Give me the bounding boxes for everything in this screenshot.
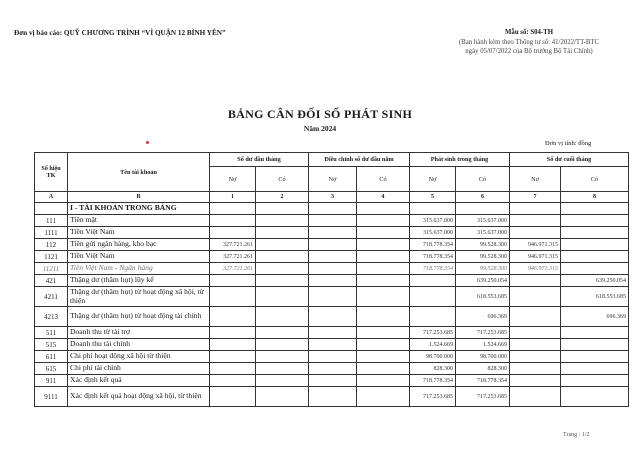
- header-account-name: Tên tài khoản: [68, 153, 210, 192]
- account-name: Chi phí hoạt động xã hội từ thiện: [68, 351, 210, 363]
- amount-cell: [510, 363, 561, 375]
- amount-cell: [210, 327, 256, 339]
- amount-cell: 718.778.354: [410, 239, 456, 251]
- trial-balance-table: [34, 152, 629, 407]
- header-period-movement: Phát sinh trong tháng: [410, 153, 510, 167]
- account-number: 615: [35, 363, 68, 375]
- amount-cell: [510, 327, 561, 339]
- amount-cell: 99.528.300: [456, 239, 510, 251]
- amount-cell: [510, 387, 561, 407]
- amount-cell: [561, 327, 629, 339]
- amount-cell: [357, 363, 410, 375]
- amount-cell: [357, 375, 410, 387]
- amount-cell: [256, 375, 309, 387]
- page-number: Trang : 1/2: [563, 432, 590, 438]
- amount-cell: 718.778.354: [410, 375, 456, 387]
- header-credit: Có: [561, 167, 629, 192]
- account-number: 112: [35, 239, 68, 251]
- section-title: I - TÀI KHOẢN TRONG BẢNG: [68, 203, 210, 215]
- amount-cell: [357, 327, 410, 339]
- amount-cell: [357, 227, 410, 239]
- header-debit: Nợ: [210, 167, 256, 192]
- amount-cell: [357, 287, 410, 307]
- amount-cell: [210, 339, 256, 351]
- amount-cell: [210, 387, 256, 407]
- account-row: [35, 387, 629, 407]
- account-name: Doanh thu từ tài trợ: [68, 327, 210, 339]
- amount-cell: [256, 227, 309, 239]
- amount-cell: [210, 363, 256, 375]
- account-number: 515: [35, 339, 68, 351]
- amount-cell: [210, 375, 256, 387]
- amount-cell: [256, 275, 309, 287]
- amount-cell: [357, 339, 410, 351]
- account-number: 4211: [35, 287, 68, 307]
- amount-cell: [309, 227, 357, 239]
- amount-cell: [309, 375, 357, 387]
- account-number: 4213: [35, 307, 68, 327]
- amount-cell: [256, 387, 309, 407]
- amount-cell: [510, 227, 561, 239]
- column-letter: 7: [510, 192, 561, 203]
- amount-cell: [309, 363, 357, 375]
- amount-cell: [561, 339, 629, 351]
- reporting-unit: Đơn vị báo cáo: QUỸ CHƯƠNG TRÌNH “VÌ QUẬN 12 BÌNH YÊN”: [14, 29, 226, 37]
- amount-cell: [309, 239, 357, 251]
- account-name: Thặng dư (thâm hụt) từ hoạt động xã hội, từ thiện: [68, 287, 210, 307]
- account-name: Tiền mặt: [68, 215, 210, 227]
- amount-cell: 718.778.354: [410, 251, 456, 263]
- amount-cell: 1.524.669: [456, 339, 510, 351]
- column-letter: 5: [410, 192, 456, 203]
- form-note-1: (Ban hành kèm theo Thông tư số: 41/2022/TT-BTC: [458, 38, 600, 46]
- header-debit: Nợ: [309, 167, 357, 192]
- account-row: [35, 307, 629, 327]
- header-debit: Nợ: [510, 167, 561, 192]
- amount-cell: [510, 339, 561, 351]
- amount-cell: [561, 375, 629, 387]
- account-row: [35, 227, 629, 239]
- amount-cell: [561, 227, 629, 239]
- amount-cell: 718.778.354: [410, 263, 456, 275]
- amount-cell: [510, 307, 561, 327]
- amount-cell: [357, 307, 410, 327]
- header-credit: Có: [357, 167, 410, 192]
- column-letter: A: [35, 192, 68, 203]
- amount-cell: 717.253.685: [410, 327, 456, 339]
- section-row: [35, 203, 629, 215]
- header-credit: Có: [456, 167, 510, 192]
- amount-cell: [309, 327, 357, 339]
- account-name: Doanh thu tài chính: [68, 339, 210, 351]
- amount-cell: [561, 387, 629, 407]
- account-number: 911: [35, 375, 68, 387]
- amount-cell: [357, 351, 410, 363]
- account-name: Xác định kết quả hoạt động xã hội, từ thiện: [68, 387, 210, 407]
- amount-cell: 99.528.300: [456, 263, 510, 275]
- currency-unit: Đơn vị tính: đồng: [545, 140, 592, 147]
- amount-cell: [357, 263, 410, 275]
- amount-cell: [309, 387, 357, 407]
- amount-cell: [357, 275, 410, 287]
- amount-cell: [256, 263, 309, 275]
- amount-cell: [561, 215, 629, 227]
- amount-cell: [510, 215, 561, 227]
- amount-cell: [561, 239, 629, 251]
- amount-cell: 99.528.300: [456, 251, 510, 263]
- account-name: Tiền Việt Nam - Ngân hàng: [68, 263, 210, 275]
- amount-cell: [210, 351, 256, 363]
- account-row: [35, 239, 629, 251]
- account-number: 9111: [35, 387, 68, 407]
- amount-cell: [256, 287, 309, 307]
- account-row: [35, 351, 629, 363]
- account-name: Tiền Việt Nam: [68, 227, 210, 239]
- amount-cell: [410, 307, 456, 327]
- amount-cell: [309, 307, 357, 327]
- amount-cell: [210, 307, 256, 327]
- amount-cell: 639.250.054: [456, 275, 510, 287]
- amount-cell: 618.553.685: [456, 287, 510, 307]
- amount-cell: 946.971.315: [510, 239, 561, 251]
- account-row: [35, 339, 629, 351]
- amount-cell: [210, 215, 256, 227]
- account-number: 421: [35, 275, 68, 287]
- amount-cell: [309, 287, 357, 307]
- form-code: Mẫu số: S04-TH: [505, 29, 553, 36]
- amount-cell: [210, 227, 256, 239]
- amount-cell: 327.721.261: [210, 251, 256, 263]
- column-letter: 4: [357, 192, 410, 203]
- header-debit: Nợ: [410, 167, 456, 192]
- amount-cell: [561, 251, 629, 263]
- red-dot-mark: [146, 141, 149, 144]
- account-row: [35, 363, 629, 375]
- amount-cell: 1.524.669: [410, 339, 456, 351]
- amount-cell: [210, 275, 256, 287]
- account-name: Chi phí tài chính: [68, 363, 210, 375]
- amount-cell: [510, 287, 561, 307]
- amount-cell: [357, 387, 410, 407]
- amount-cell: [256, 239, 309, 251]
- amount-cell: 696.369: [561, 307, 629, 327]
- amount-cell: [256, 307, 309, 327]
- amount-cell: 618.553.685: [561, 287, 629, 307]
- amount-cell: [561, 351, 629, 363]
- amount-cell: [357, 239, 410, 251]
- account-row: [35, 263, 629, 275]
- account-row: [35, 215, 629, 227]
- header-opening-adjustment: Điều chỉnh số dư đầu năm: [309, 153, 410, 167]
- amount-cell: [210, 287, 256, 307]
- amount-cell: [309, 263, 357, 275]
- amount-cell: [510, 375, 561, 387]
- amount-cell: [256, 351, 309, 363]
- form-note-2: ngày 05/07/2022 của Bộ trưởng Bộ Tài Chính): [465, 48, 593, 55]
- column-letter: 8: [561, 192, 629, 203]
- amount-cell: 327.721.261: [210, 263, 256, 275]
- account-row: [35, 327, 629, 339]
- amount-cell: [561, 263, 629, 275]
- account-name: Thặng dư (thâm hụt) từ hoạt động tài chính: [68, 307, 210, 327]
- account-number: 11211: [35, 263, 68, 275]
- amount-cell: [357, 215, 410, 227]
- account-name: Xác định kết quả: [68, 375, 210, 387]
- account-row: [35, 251, 629, 263]
- amount-cell: [256, 251, 309, 263]
- column-letter: 1: [210, 192, 256, 203]
- account-number: 1121: [35, 251, 68, 263]
- amount-cell: [309, 275, 357, 287]
- amount-cell: [357, 251, 410, 263]
- column-letters-row: [35, 192, 629, 203]
- amount-cell: 717.253.685: [410, 387, 456, 407]
- header-closing-balance: Số dư cuối tháng: [510, 153, 629, 167]
- header-account-number: Số hiệu TK: [35, 153, 68, 192]
- amount-cell: [309, 215, 357, 227]
- amount-cell: 327.721.261: [210, 239, 256, 251]
- account-number: 111: [35, 215, 68, 227]
- amount-cell: 315.637.000: [456, 215, 510, 227]
- column-letter: B: [68, 192, 210, 203]
- amount-cell: 315.637.000: [456, 227, 510, 239]
- amount-cell: [309, 251, 357, 263]
- amount-cell: [510, 351, 561, 363]
- account-row: [35, 287, 629, 307]
- amount-cell: 828.300: [410, 363, 456, 375]
- amount-cell: [256, 327, 309, 339]
- amount-cell: [410, 275, 456, 287]
- amount-cell: 717.253.685: [456, 327, 510, 339]
- amount-cell: 828.300: [456, 363, 510, 375]
- amount-cell: [309, 351, 357, 363]
- column-letter: 6: [456, 192, 510, 203]
- account-name: Thặng dư (thâm hụt) lũy kế: [68, 275, 210, 287]
- amount-cell: 717.253.685: [456, 387, 510, 407]
- amount-cell: 718.778.354: [456, 375, 510, 387]
- account-number: 1111: [35, 227, 68, 239]
- form-info: [444, 28, 614, 57]
- amount-cell: [256, 339, 309, 351]
- account-number: 611: [35, 351, 68, 363]
- report-title: BẢNG CÂN ĐỐI SỐ PHÁT SINH: [227, 107, 413, 121]
- amount-cell: [561, 363, 629, 375]
- account-number: 511: [35, 327, 68, 339]
- amount-cell: 946.971.315: [510, 263, 561, 275]
- amount-cell: 696.369: [456, 307, 510, 327]
- header-credit: Có: [256, 167, 309, 192]
- amount-cell: [256, 363, 309, 375]
- amount-cell: [410, 287, 456, 307]
- account-row: [35, 275, 629, 287]
- account-name: Tiền gửi ngân hàng, kho bạc: [68, 239, 210, 251]
- account-name: Tiền Việt Nam: [68, 251, 210, 263]
- amount-cell: 315.637.000: [410, 215, 456, 227]
- amount-cell: 639.250.054: [561, 275, 629, 287]
- header-opening-balance: Số dư đầu tháng: [210, 153, 309, 167]
- amount-cell: 946.971.315: [510, 251, 561, 263]
- amount-cell: 98.700.000: [456, 351, 510, 363]
- amount-cell: 315.637.000: [410, 227, 456, 239]
- column-letter: 2: [256, 192, 309, 203]
- amount-cell: [309, 339, 357, 351]
- amount-cell: 98.700.000: [410, 351, 456, 363]
- amount-cell: [256, 215, 309, 227]
- account-row: [35, 375, 629, 387]
- amount-cell: [510, 275, 561, 287]
- report-year: Năm 2024: [303, 124, 337, 133]
- column-letter: 3: [309, 192, 357, 203]
